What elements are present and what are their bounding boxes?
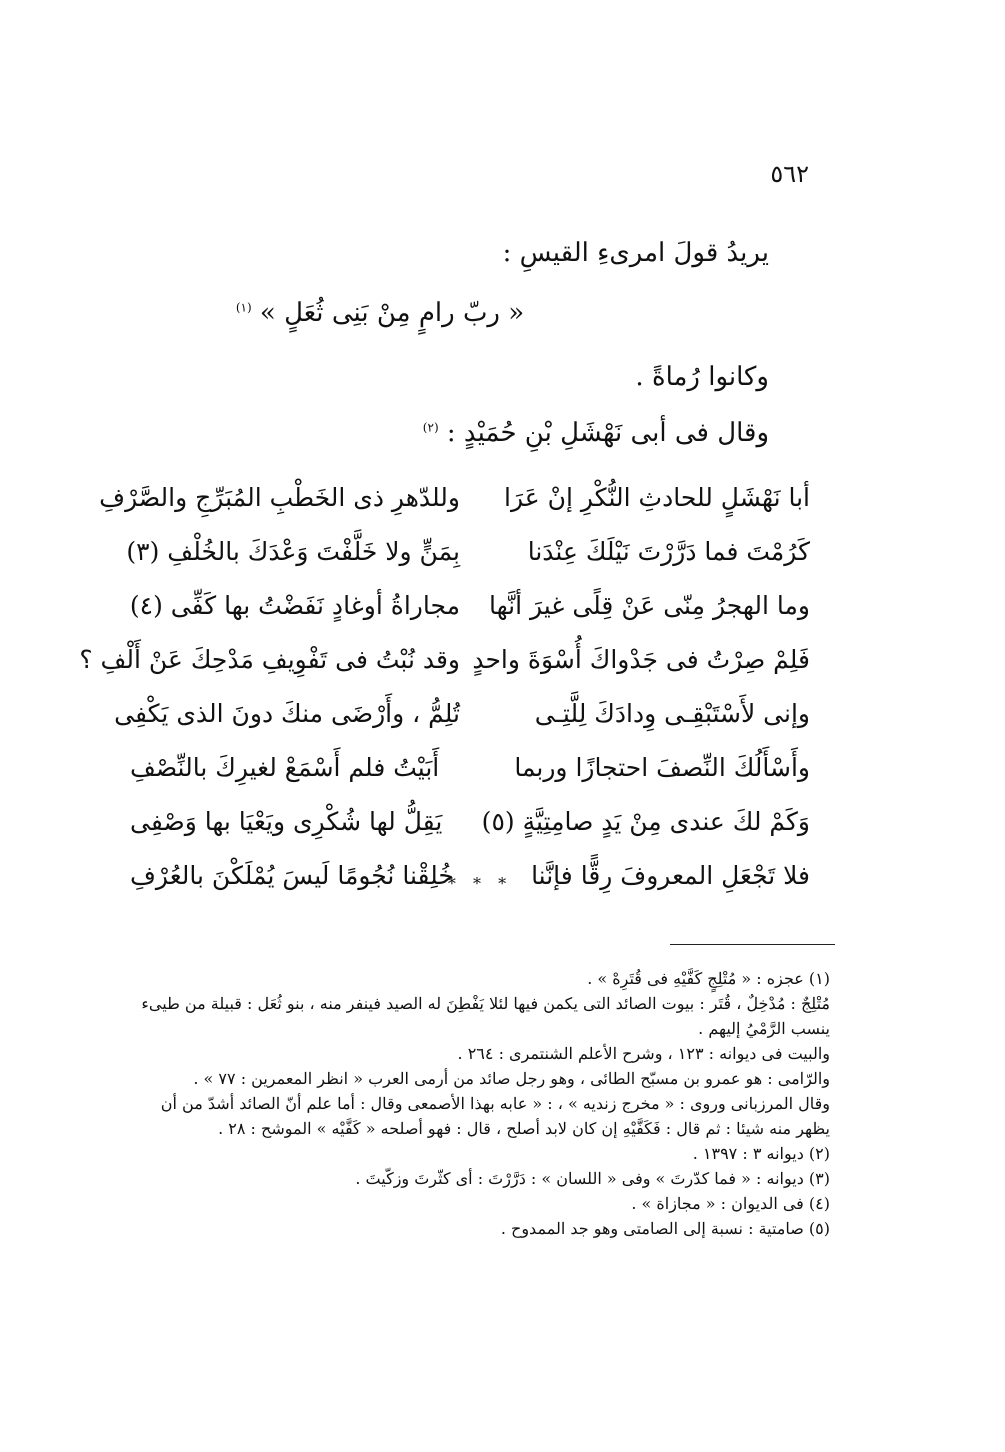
footnote-marker-1: (١) (235, 300, 252, 315)
verse (130, 740, 810, 794)
intro-line-3 (423, 418, 769, 448)
verse-first-hemistich: فَلِمْ صِرْتُ فى جَدْواكَ أُسْوَةَ واحدٍ (472, 644, 810, 674)
footnote: (٥) صامتية : نسبة إلى الصامتى وهو جد الممدوح . (500, 1219, 830, 1238)
verse-first-hemistich: أبا نَهْشَلٍ للحادثِ النُّكْرِ إنْ عَرَا (504, 482, 810, 512)
footnote: مُتْلِجٌ : مُدْخِلٌ ، قُتَر : بيوت الصائد التى يكمن فيها لئلا يَفْطِنَ له الصيد فينفر منه ، بنو ثُعَل : قبيلة من طيىء ينسب الرَّمْيُ إليهم . (141, 994, 830, 1038)
intro-line-1: يريدُ قولَ امرىءِ القيسِ : (502, 238, 769, 268)
footnote: (٤) فى الديوان : « مجازاة » . (631, 1194, 830, 1213)
section-separator: * * * (447, 874, 513, 893)
verse-second-hemistich: يَقِلُّ لها شُكْرِى ويَعْيَا بها وَصْفِى (130, 806, 443, 836)
verse (130, 578, 810, 632)
footnote: وقال المرزبانى وروى : « مخرج زنديه » ، : « عابه بهذا الأصمعى وقال : أما علم أنّ الصائد أشدّ من أن يظهر منه شيئا : ثم قال : فَكَفَّيْهِ إن كان لابد أصلح ، قال : فهو أصلحه « كَفَّيْه » الموشح : ٢٨ . (160, 1094, 830, 1138)
quoted-hemistich (0, 298, 760, 328)
footnote: (٢) ديوانه ٣ : ١٣٩٧ . (692, 1144, 830, 1163)
footnotes (130, 966, 830, 1241)
quote-text: « ربّ رامٍ مِنْ بَنِى ثُعَلٍ » (259, 298, 525, 328)
verse-first-hemistich: كَرُمْتَ فما دَرَّرْتَ نَيْلَكَ عِنْدَنا (527, 536, 810, 566)
verse-first-hemistich: وأَسْأَلُكَ النِّصفَ احتجازًا وربما (514, 752, 810, 782)
verse-second-hemistich: بِمَنٍّ ولا خَلَّفْتَ وَعْدَكَ بالخُلْفِ (٣) (126, 536, 460, 566)
verse (126, 524, 810, 578)
footnote-rule (670, 944, 835, 945)
intro-line-3-text: وقال فى أبى نَهْشَلِ بْنِ حُمَيْدٍ : (446, 418, 769, 448)
verse-first-hemistich: فلا تَجْعَلِ المعروفَ رِقًّا فإنَّنا (531, 860, 810, 890)
verse-second-hemistich: خُلِقْنا نُجُومًا لَيسَ يُمْلَكْنَ بالعُرْفِ (130, 860, 454, 890)
footnote-marker-2: (٢) (422, 420, 439, 435)
verse-second-hemistich: مجاراةُ أوغادٍ نَفَضْتُ بها كَفِّى (٤) (129, 590, 460, 620)
verse (114, 686, 810, 740)
footnote: (١) عجزه : « مُتْلِجٍ كَفَّيْهِ فى قُتَرِهْ » . (587, 969, 830, 988)
verse-second-hemistich: تُلِمُّ ، وأَرْضَى منكَ دونَ الذى يَكْفِى (114, 698, 460, 728)
verse (99, 470, 810, 524)
footnote: والبيت فى ديوانه : ١٢٣ ، وشرح الأعلم الشنتمرى : ٢٦٤ . (457, 1044, 830, 1063)
verse-second-hemistich: وقد نُبْتُ فى تَفْوِيفِ مَدْحِكَ عَنْ أَلْفِ ؟ (79, 644, 460, 674)
verse (130, 794, 810, 848)
verse-second-hemistich: أَبَيْتُ فلم أَسْمَعْ لغيرِكَ بالنِّصْفِ (130, 752, 440, 782)
verse-first-hemistich: وإنى لأَسْتَبْقِـى وِدادَكَ لِلَّتِـى (534, 698, 810, 728)
footnote: والرّامى : هو عمرو بن مسبّح الطائى ، وهو رجل صائد من أرمى العرب « انظر المعمرين : ٧٧ » . (193, 1069, 830, 1088)
page-number: ٥٦٢ (770, 160, 809, 188)
poem (79, 470, 810, 902)
verse (79, 632, 810, 686)
verse-first-hemistich: وَكَمْ لكَ عندى مِنْ يَدٍ صامِتِيَّةٍ (٥) (481, 806, 810, 836)
verse-second-hemistich: وللدّهرِ ذى الخَطْبِ المُبَرِّجِ والصَّرْفِ (99, 482, 460, 512)
verse-first-hemistich: وما الهجرُ مِنّى عَنْ قِلًى غيرَ أنَّها (488, 590, 810, 620)
intro-line-2: وكانوا رُماةً . (635, 362, 769, 392)
footnote: (٣) ديوانه : « فما كدّرتَ » وفى « اللسان » : دَرَّرْتَ : أى كثّرتَ وزكّيتَ . (355, 1169, 830, 1188)
